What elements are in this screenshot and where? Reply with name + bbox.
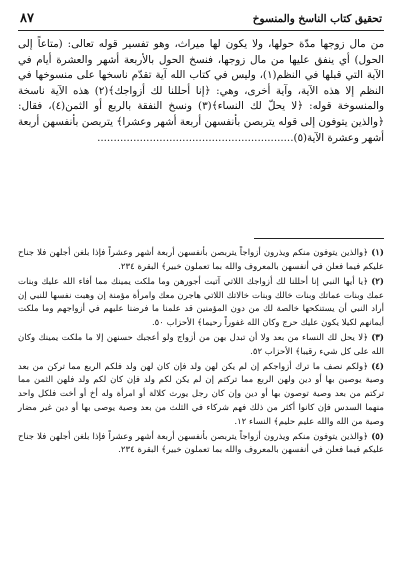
footnote-text: ﴿ولكم نصف ما ترك أزواجكم إن لم يكن لهن ولد فإن كان لهن ولد فلكم الربع مما تركن من بعد وصية يوصين بها أو دين ولهن الربع مما تركتم إن لم يكن لكم ولد فإن كان لكم ولد فلهن الثمن مما تركتم من بعد وصية توصون بها أو دين وإن كان رجل يورث كلالة أو امرأة وله أخ أو أخت فلكل واحد منهما السدس فإن كانوا أكثر من ذلك فهم شركاء في الثلث من بعد وصية يوصى بها أو دين غير مضار وصية من الله والله عليم حليم﴾ النساء ١٢. [18,361,384,427]
footnote-3 [18,332,384,360]
main-paragraph: من مال زوجها مدّة حولها، ولا يكون لها ميراث، وهو تفسير قوله تعالى: (متاعاً إلى الحول) أي ينفق عليها من مال زوجها، فنسخ الحول بالأربعة أشهر والعشرة أيام في الآية التي قبلها في النظم(١)، وليس في كتاب الله آية تقدّم ناسخها على منسوخها في النظم إلا هذه الآية، وآية أخرى، وهي: ﴿إنا أحللنا لك أزواجك﴾(٢) هذه الآية ناسخة والمنسوخة قوله: ﴿لا يحلّ لك النساء﴾(٣) ونسخ النفقة بالربع أو الثمن(٤)، فقال: ﴿والذين يتوفون إلى قوله يتربصن بأنفسهن أربعة أشهر وعشرا﴾ يتربصن بأنفسهن أربعة أشهر وعشرة الآية(٥)............................................................ [18,38,385,144]
footnote-5 [18,431,384,459]
footnote-text: ﴿والذين يتوفون منكم ويذرون أزواجاً يتربصن بأنفسهن أربعة أشهر وعشراً فإذا بلغن أجلهن فلا جناح عليكم فيما فعلن في أنفسهن بالمعروف والله بما تعملون خبير﴾ البقرة ٢٣٤. [18,431,384,456]
footnote-number: (١) [371,248,384,259]
running-header [18,10,384,31]
footnote-text: ﴿يا أيها النبي إنا أحللنا لك أزواجك اللاتي آتيت أجورهن وما ملكت يمينك مما أفاء الله عليك وبنات عمك وبنات عماتك وبنات خالك وبنات خالاتك اللاتي هاجرن معك وامرأة مؤمنة إن وهبت نفسها للنبي إن أراد النبي أن يستنكحها خالصة لك من دون المؤمنين قد علمنا ما فرضنا عليهم في أزواجهم وما ملكت أيمانهم لكيلا يكون عليك حرج وكان الله غفوراً رحيما﴾ الأحزاب ٥٠. [18,276,384,329]
footnote-4 [18,361,384,430]
footnotes [18,247,384,458]
footnote-text: ﴿والذين يتوفون منكم ويذرون أزواجاً يتربصن بأنفسهن أربعة أشهر وعشراً فإذا بلغن أجلهن فلا جناح عليكم فيما فعلن في أنفسهن بالمعروف والله بما تعملون خبير﴾ البقرة ٢٣٤. [18,248,384,272]
running-title: تحقيق كتاب الناسخ والمنسوخ [252,13,382,25]
footnote-number: (٥) [371,431,384,442]
footnote-text: ﴿لا يحل لك النساء من بعد ولا أن تبدل بهن من أزواج ولو أعجبك حسنهن إلا ما ملكت يمينك وكان الله على كل شيء رقيبا﴾ الأحزاب ٥٢. [18,332,384,357]
footnote-separator [254,238,384,239]
footnote-2 [18,276,384,331]
footnote-number: (٤) [371,361,384,372]
footnote-number: (٣) [371,332,384,343]
footnote-1 [18,247,384,275]
footnote-number: (٢) [371,276,384,287]
page-number: ٨٧ [20,11,34,26]
main-text [18,37,384,146]
